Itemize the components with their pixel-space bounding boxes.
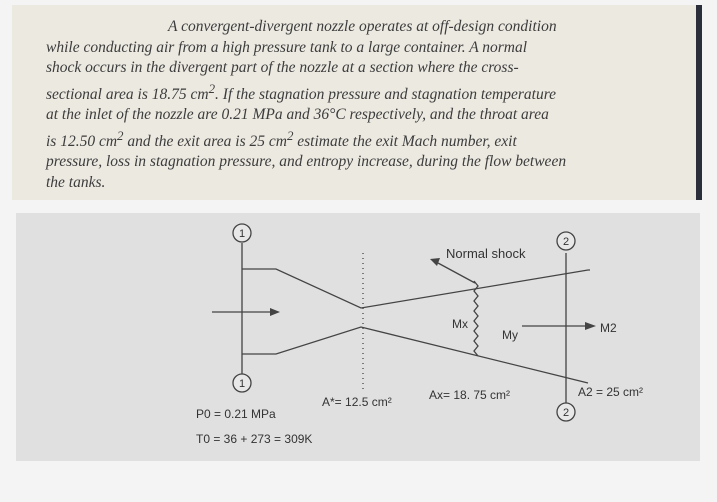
problem-line-6: is 12.50 $cm^2$ and the exit area is 25 $cm^2$ estimate the exit Mach number, exit	[46, 127, 517, 150]
problem-line-8: the tanks.	[46, 173, 106, 191]
exit-area-label: A2 = 25 cm²	[578, 385, 644, 399]
problem-line-1: A convergent-divergent nozzle operates at off-design condition	[168, 18, 557, 35]
stagnation-pressure-label: P0 = 0.21 MPa	[196, 407, 276, 421]
problem-line-4: sectional area is 18.75 $cm^2$. If the stagnation pressure and stagnation temperature	[46, 80, 557, 103]
shock-leader	[438, 263, 475, 283]
normal-shock-line	[474, 281, 478, 356]
inlet-arrow-head	[270, 308, 280, 316]
station-2-bottom-label: 2	[562, 407, 570, 419]
problem-text	[46, 17, 678, 193]
problem-line-3: shock occurs in the divergent part of the nozzle at a section where the cross-	[46, 59, 519, 76]
shock-leader-head	[430, 258, 440, 266]
nozzle-svg	[16, 213, 700, 461]
nozzle-lower-wall	[242, 327, 588, 383]
mx-label: Mx	[452, 317, 468, 331]
shock-area-label: Ax= 18. 75 cm²	[429, 388, 511, 402]
throat-area-label: A*= 12.5 cm²	[322, 395, 392, 409]
my-label: My	[502, 328, 518, 342]
problem-line-5: at the inlet of the nozzle are 0.21 MPa and 36°C respectively, and the throat area	[46, 106, 549, 124]
exit-arrow-head	[585, 322, 596, 330]
stagnation-temperature-label: T0 = 36 + 273 = 309K	[196, 432, 313, 446]
m2-label: M2	[600, 321, 617, 335]
nozzle-upper-wall	[242, 269, 590, 308]
nozzle-diagram	[16, 213, 700, 461]
problem-statement	[12, 5, 702, 200]
problem-line-2: while conducting air from a high pressure tank to a large container. A normal	[46, 38, 528, 56]
station-2-top-label: 2	[562, 236, 570, 248]
problem-line-7: pressure, loss in stagnation pressure, and entropy increase, during the flow between	[46, 153, 567, 171]
station-1-bottom-label: 1	[238, 378, 246, 390]
normal-shock-label: Normal shock	[446, 246, 526, 261]
station-1-top-label: 1	[238, 228, 246, 240]
